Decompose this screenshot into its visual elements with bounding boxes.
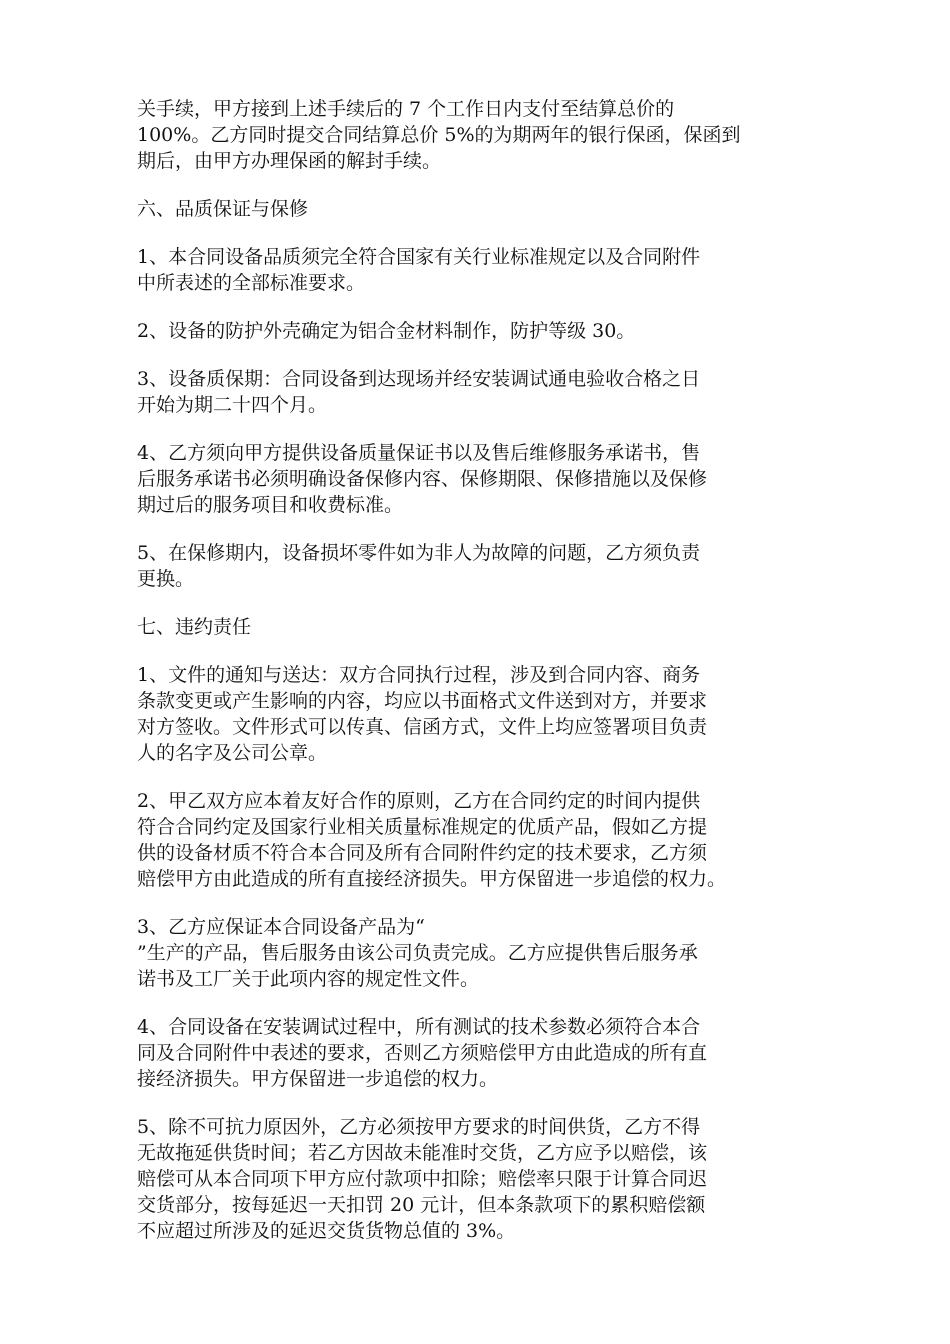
document-page [137, 96, 817, 1266]
paragraph-quality-2: 2、设备的防护外壳确定为铝合金材料制作，防护等级 30。 [137, 320, 636, 342]
paragraph-quality-3: 3、设备质保期：合同设备到达现场并经安装调试通电验收合格之日 开始为期二十四个月。 [137, 368, 701, 416]
paragraph-payment-continuation: 关手续，甲方接到上述手续后的 7 个工作日内支付至结算总价的 100%。乙方同时提交合同结算总价 5%的为期两年的银行保函，保函到 期后，由甲方办理保函的解封手续。 [137, 98, 741, 172]
paragraph-breach-5: 5、除不可抗力原因外，乙方必须按甲方要求的时间供货，乙方不得 无故拖延供货时间；若乙方因故未能准时交货，乙方应予以赔偿，该 赔偿可从本合同项下甲方应付款项中扣除；赔偿率只限于计算合同迟 交货部分，按每延迟一天扣罚 20 元计，但本条款项下的累积赔偿额 不应超过所涉及的延迟交货货物总值的 3%。 [137, 1116, 708, 1242]
section-heading-breach-liability: 七、违约责任 [137, 616, 252, 638]
paragraph-breach-1: 1、文件的通知与送达：双方合同执行过程，涉及到合同内容、商务 条款变更或产生影响的内容，均应以书面格式文件送到对方，并要求 对方签收。文件形式可以传真、信函方式，文件上均应签署项目负责 人的名字及公司公章。 [137, 664, 708, 764]
paragraph-breach-4: 4、合同设备在安装调试过程中，所有测试的技术参数必须符合本合 同及合同附件中表述的要求，否则乙方须赔偿甲方由此造成的所有直 接经济损失。甲方保留进一步追偿的权力。 [137, 1016, 708, 1090]
paragraph-breach-3: 3、乙方应保证本合同设备产品为“ ”生产的产品，售后服务由该公司负责完成。乙方应提供售后服务承 诺书及工厂关于此项内容的规定性文件。 [137, 916, 698, 990]
paragraph-breach-2: 2、甲乙双方应本着友好合作的原则，乙方在合同约定的时间内提供 符合合同约定及国家行业相关质量标准规定的优质产品，假如乙方提 供的设备材质不符合本合同及所有合同附件约定的技术要求，乙方须 赔偿甲方由此造成的所有直接经济损失。甲方保留进一步追偿的权力。 [137, 790, 727, 890]
paragraph-quality-5: 5、在保修期内，设备损坏零件如为非人为故障的问题，乙方须负责 更换。 [137, 542, 701, 590]
paragraph-quality-1: 1、本合同设备品质须完全符合国家有关行业标准规定以及合同附件 中所表述的全部标准要求。 [137, 246, 701, 294]
section-heading-quality-warranty: 六、品质保证与保修 [137, 198, 309, 220]
paragraph-quality-4: 4、乙方须向甲方提供设备质量保证书以及售后维修服务承诺书，售 后服务承诺书必须明确设备保修内容、保修期限、保修措施以及保修 期过后的服务项目和收费标准。 [137, 442, 708, 516]
